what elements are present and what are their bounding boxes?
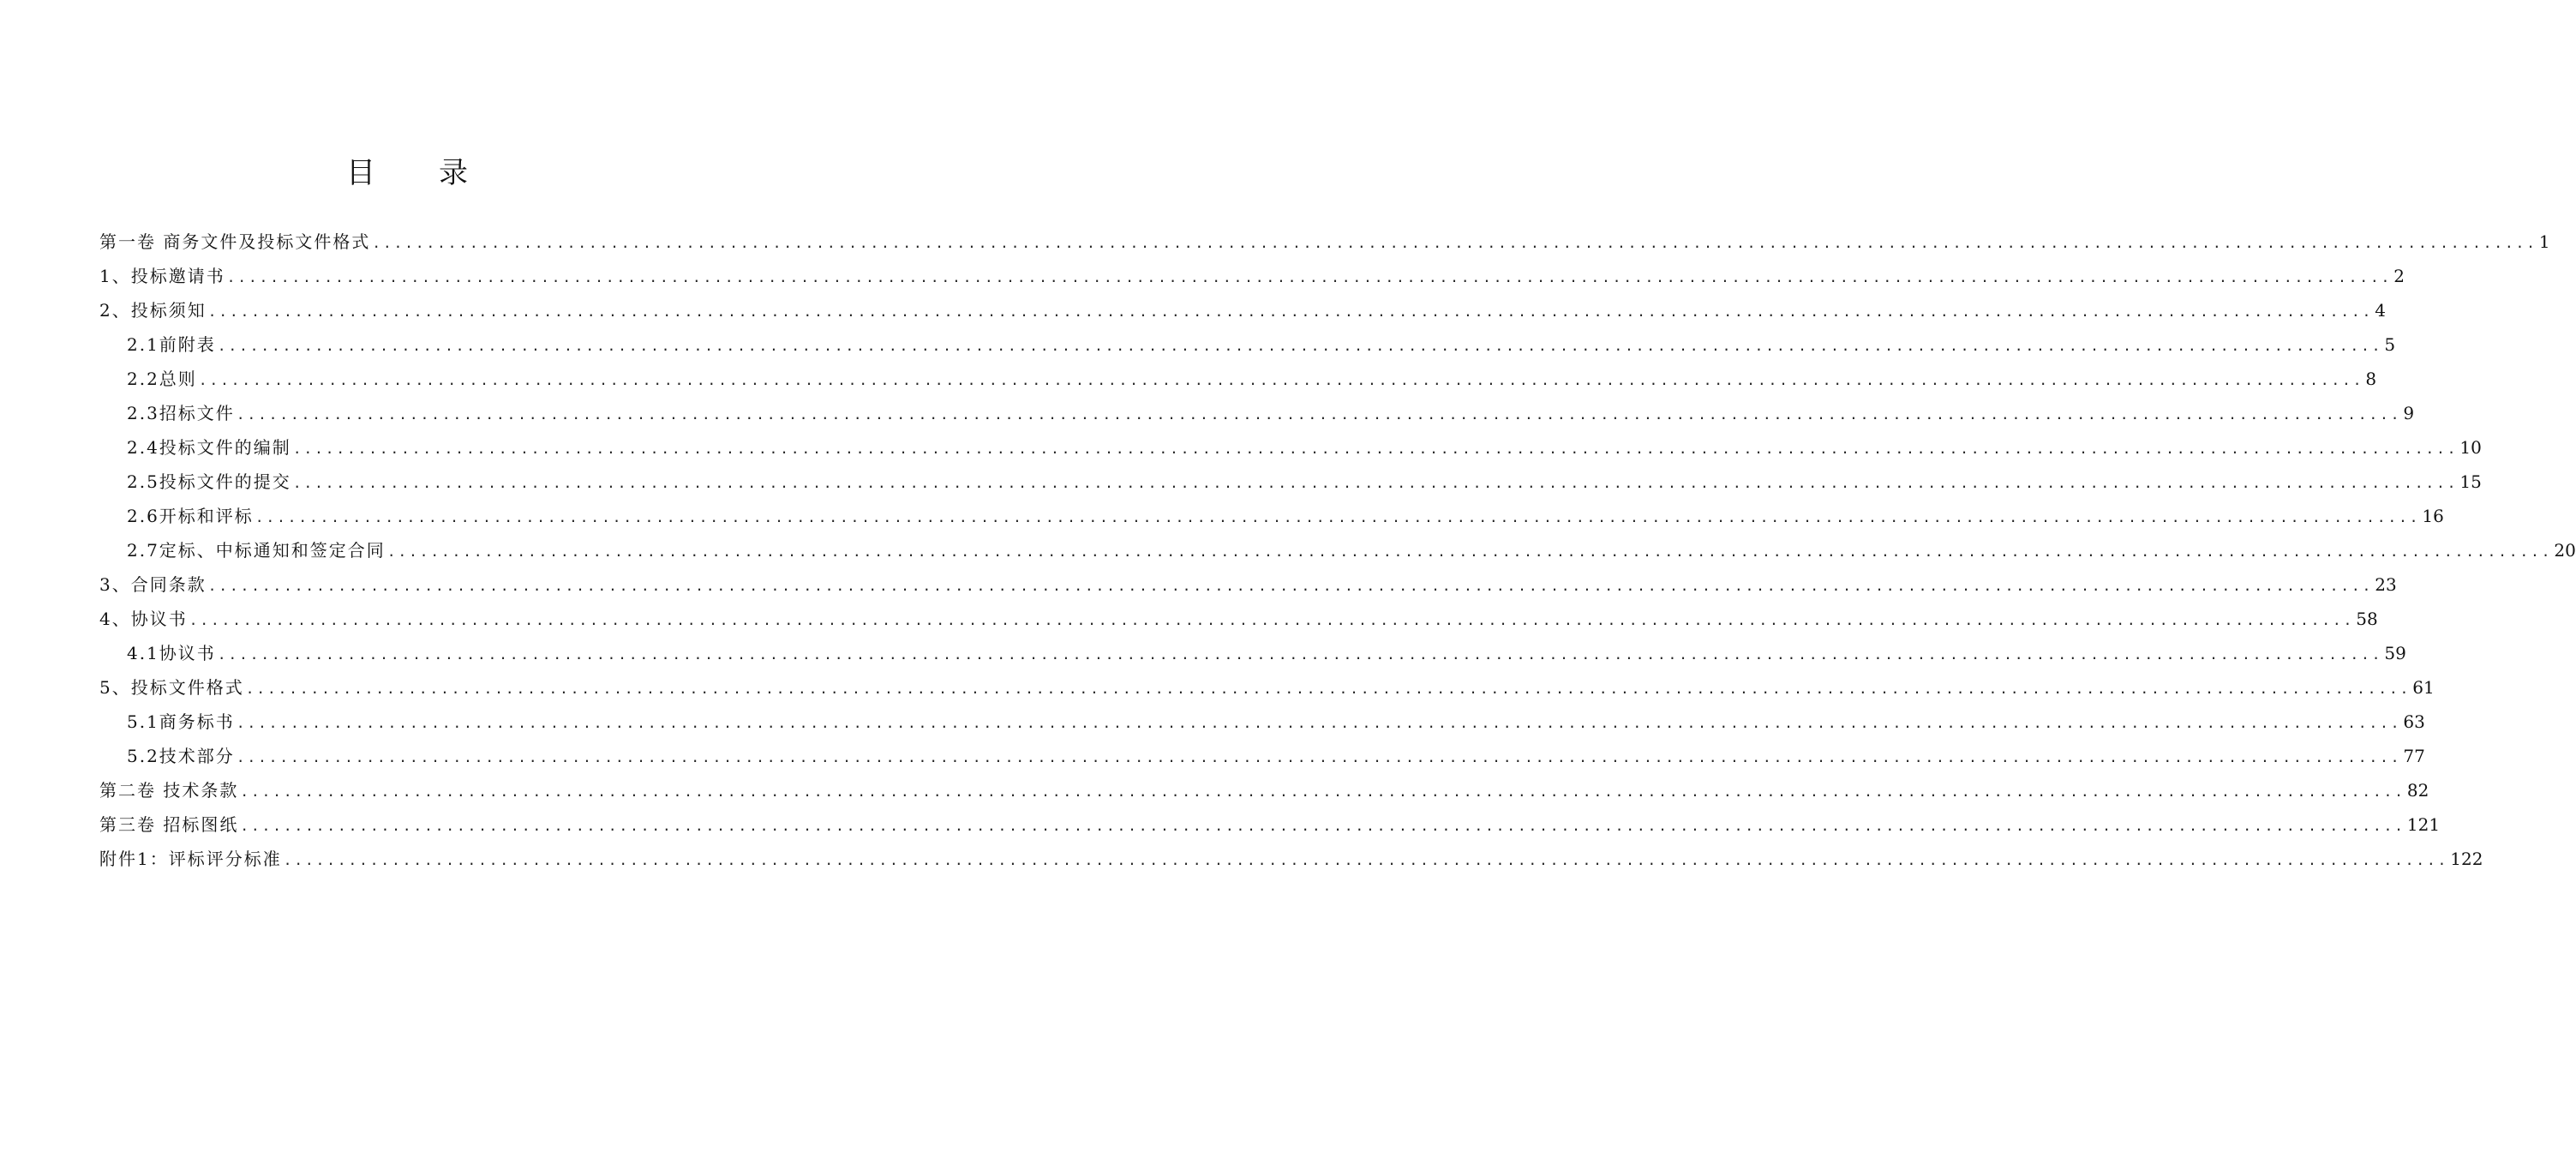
- toc-entry-page-number: 63: [2403, 711, 2425, 732]
- toc-entry[interactable]: [99, 362, 2377, 396]
- toc-entry[interactable]: [99, 327, 2396, 362]
- toc-dot-leader: ........................................................................................................................................................................................................: [198, 372, 2364, 388]
- toc-dot-leader: ........................................................................................................................................................................................................: [189, 612, 2355, 628]
- toc-entry[interactable]: [99, 259, 2405, 293]
- toc-entry[interactable]: [99, 533, 2576, 567]
- toc-entry-page-number: 20: [2554, 540, 2576, 561]
- toc-entry[interactable]: [99, 739, 2425, 773]
- toc-entry[interactable]: [99, 705, 2425, 739]
- toc-entry[interactable]: [99, 842, 2483, 876]
- toc-entry[interactable]: [99, 602, 2378, 636]
- toc-entry-label: 4、协议书: [99, 609, 188, 629]
- toc-entry[interactable]: [99, 670, 2435, 705]
- toc-entry[interactable]: [99, 567, 2397, 602]
- toc-entry-label: 4.1协议书: [127, 643, 216, 663]
- toc-entry[interactable]: [99, 807, 2441, 842]
- toc-entry-label: 2.6开标和评标: [127, 506, 254, 526]
- toc-entry-page-number: 10: [2459, 437, 2482, 458]
- toc-dot-leader: ........................................................................................................................................................................................................: [283, 852, 2449, 868]
- toc-entry-page-number: 82: [2406, 780, 2429, 801]
- toc-dot-leader: ........................................................................................................................................................................................................: [255, 509, 2421, 525]
- toc-entry[interactable]: [99, 499, 2444, 533]
- toc-dot-leader: ........................................................................................................................................................................................................: [386, 543, 2553, 560]
- toc-dot-leader: ........................................................................................................................................................................................................: [240, 783, 2405, 800]
- toc-entry[interactable]: [99, 293, 2387, 327]
- toc-entry[interactable]: [99, 396, 2415, 430]
- toc-entry-label: 2.3招标文件: [127, 403, 235, 423]
- toc-entry-label: 2.5投标文件的提交: [127, 471, 291, 492]
- toc-entry-page-number: 1: [2538, 231, 2550, 252]
- toc-dot-leader: ........................................................................................................................................................................................................: [236, 715, 2402, 731]
- page-title-part1: 目: [346, 156, 375, 190]
- toc-entry[interactable]: [99, 773, 2429, 807]
- toc-entry-page-number: 4: [2375, 300, 2387, 321]
- toc-entry-label: 5.2技术部分: [127, 746, 235, 766]
- toc-dot-leader: ........................................................................................................................................................................................................: [236, 406, 2402, 423]
- toc-dot-leader: ........................................................................................................................................................................................................: [217, 338, 2383, 354]
- toc-dot-leader: ........................................................................................................................................................................................................: [292, 475, 2459, 491]
- table-of-contents: [99, 225, 2576, 876]
- toc-dot-leader: ........................................................................................................................................................................................................: [292, 441, 2459, 457]
- toc-entry-page-number: 122: [2450, 849, 2483, 869]
- toc-entry-label: 5.1商务标书: [127, 711, 235, 732]
- toc-entry[interactable]: [99, 225, 2550, 259]
- toc-dot-leader: ........................................................................................................................................................................................................: [372, 235, 2537, 251]
- toc-dot-leader: ........................................................................................................................................................................................................: [236, 749, 2402, 765]
- toc-dot-leader: ........................................................................................................................................................................................................: [217, 646, 2383, 663]
- toc-entry-page-number: 9: [2403, 403, 2415, 423]
- toc-entry-label: 2.2总则: [127, 369, 197, 389]
- toc-entry-label: 2、投标须知: [99, 300, 207, 321]
- toc-dot-leader: ........................................................................................................................................................................................................: [207, 578, 2374, 594]
- toc-entry-label: 3、合同条款: [99, 574, 207, 595]
- toc-entry-page-number: 15: [2459, 471, 2482, 492]
- toc-entry[interactable]: [99, 430, 2482, 465]
- toc-entry-label: 2.7定标、中标通知和签定合同: [127, 540, 386, 561]
- toc-entry-label: 2.4投标文件的编制: [127, 437, 291, 458]
- toc-dot-leader: ........................................................................................................................................................................................................: [207, 303, 2374, 320]
- toc-entry-page-number: 23: [2375, 574, 2397, 595]
- page-title: [0, 153, 814, 194]
- toc-entry-page-number: 8: [2365, 369, 2377, 389]
- toc-entry-label: 2.1前附表: [127, 334, 216, 355]
- toc-entry-label: 附件1：评标评分标准: [99, 849, 282, 869]
- toc-entry-label: 1、投标邀请书: [99, 266, 225, 286]
- toc-entry-label: 第一卷 商务文件及投标文件格式: [99, 231, 371, 252]
- toc-dot-leader: ........................................................................................................................................................................................................: [245, 681, 2411, 697]
- toc-entry-page-number: 61: [2412, 677, 2435, 698]
- toc-entry-page-number: 58: [2356, 609, 2378, 629]
- toc-entry-page-number: 2: [2393, 266, 2405, 286]
- toc-entry-page-number: 59: [2384, 643, 2406, 663]
- page-title-part2: 录: [439, 156, 468, 190]
- toc-entry-label: 第三卷 招标图纸: [99, 814, 239, 835]
- toc-entry-page-number: 121: [2406, 814, 2441, 835]
- toc-entry-label: 5、投标文件格式: [99, 677, 244, 698]
- toc-entry-page-number: 5: [2384, 334, 2396, 355]
- toc-entry-page-number: 77: [2403, 746, 2425, 766]
- toc-entry[interactable]: [99, 636, 2406, 670]
- toc-dot-leader: ........................................................................................................................................................................................................: [240, 818, 2405, 834]
- toc-entry-page-number: 16: [2422, 506, 2444, 526]
- toc-entry-label: 第二卷 技术条款: [99, 780, 239, 801]
- toc-entry[interactable]: [99, 465, 2482, 499]
- toc-dot-leader: ........................................................................................................................................................................................................: [226, 269, 2393, 285]
